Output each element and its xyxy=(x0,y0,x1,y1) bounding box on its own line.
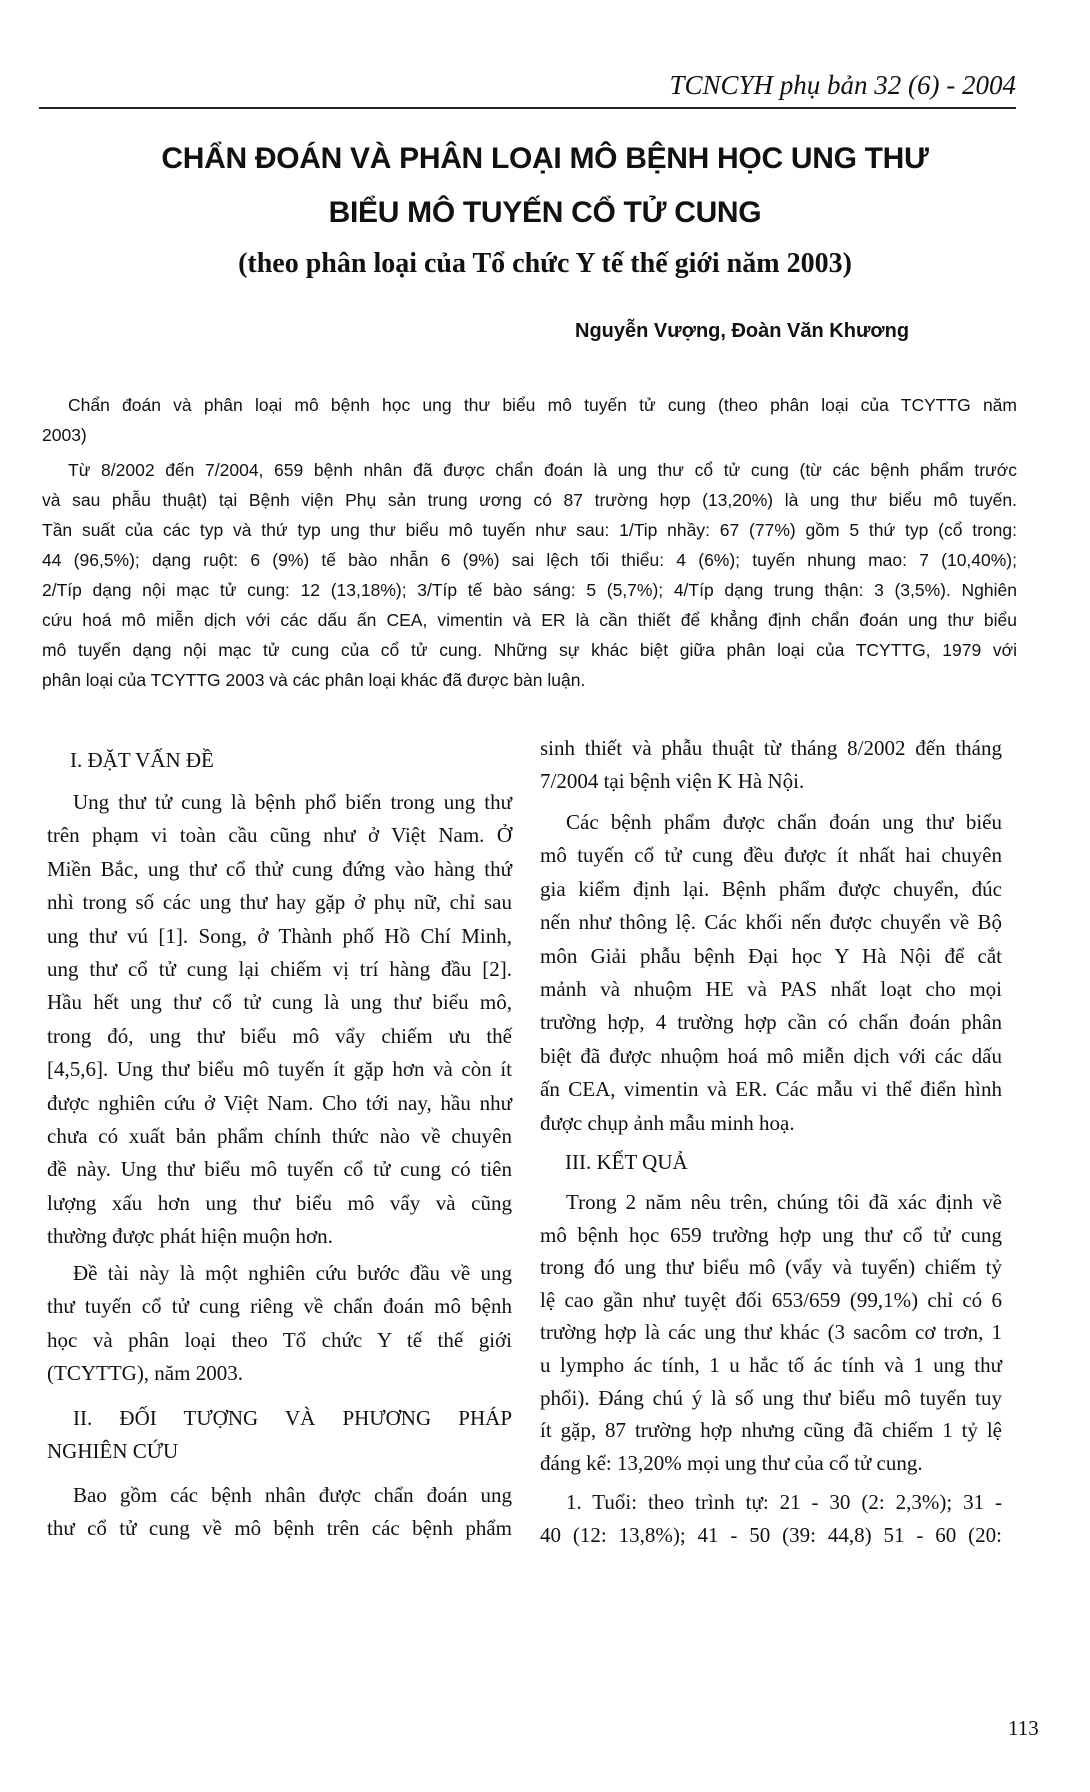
section-heading-2 xyxy=(47,1402,512,1469)
text-line: ung thư cổ tử cung lại chiếm vị trí hàng đầu [2]. xyxy=(47,957,512,982)
text-line: ấn CEA, vimentin và ER. Các mẫu vi thể điển hình xyxy=(540,1077,1002,1102)
title-line-1: CHẨN ĐOÁN VÀ PHÂN LOẠI MÔ BỆNH HỌC UNG THƯ xyxy=(161,142,929,175)
text-line: (TCYTTG), năm 2003. xyxy=(47,1361,243,1386)
text-line: được chụp ảnh mẫu minh hoạ. xyxy=(540,1110,795,1135)
text-line: nến như thông lệ. Các khối nến được chuyển về Bộ xyxy=(540,910,1002,935)
text-line: Miền Bắc, ung thư cổ thử cung đứng vào hàng thứ xyxy=(47,856,512,881)
title-line-2: BIỂU MÔ TUYẾN CỔ TỬ CUNG xyxy=(328,196,762,229)
text-line: thư cổ tử cung về mô bệnh trên các bệnh phẩm xyxy=(47,1516,512,1541)
text-line: mô bệnh học 659 trường hợp ung thư cổ tử cung xyxy=(540,1222,1002,1247)
text-line: sinh thiết và phẫu thuật từ tháng 8/2002 đến tháng xyxy=(540,736,1002,760)
text-line: Bao gồm các bệnh nhân được chẩn đoán ung xyxy=(73,1483,512,1507)
text-line: lượng xấu hơn ung thư biểu mô vẩy và cũng xyxy=(47,1190,512,1215)
text-line: trên phạm vi toàn cầu cũng như ở Việt Nam. Ở xyxy=(47,823,512,848)
text-line: Các bệnh phẩm được chẩn đoán ung thư biểu xyxy=(566,810,1002,834)
text-line: trong đó ung thư biểu mô (vẩy và tuyến) chiếm tỷ xyxy=(540,1255,1002,1280)
abstract-paragraph-2 xyxy=(42,455,1017,695)
text-line: môn Giải phẫu bệnh Đại học Y Hà Nội để cắt xyxy=(540,943,1002,968)
text-line: 2003) xyxy=(42,425,87,445)
text-line: II. ĐỐI TƯỢNG VÀ PHƯƠNG PHÁP xyxy=(73,1406,512,1430)
text-line: thư tuyến cổ tử cung riêng về chẩn đoán mô bệnh xyxy=(47,1294,512,1319)
text-line: NGHIÊN CỨU xyxy=(47,1439,179,1464)
left-paragraph-1 xyxy=(47,786,512,1254)
text-line: 40 (12: 13,8%); 41 - 50 (39: 44,8) 51 - 60 (20: xyxy=(540,1523,1002,1548)
text-line: 1. Tuổi: theo trình tự: 21 - 30 (2: 2,3%); 31 - xyxy=(566,1490,1002,1514)
text-line: trường hợp, 4 trường hợp cần có chẩn đoán phân xyxy=(540,1010,1002,1035)
right-paragraph-2 xyxy=(540,806,1002,1140)
text-line: cứu hoá mô miễn dịch với các dấu ấn CEA, vimentin và ER là cần thiết để khẳng định chẩn đoán ung thư biểu xyxy=(42,610,1017,630)
text-line: ít gặp, 87 trường hợp nhưng cũng đã chiếm 1 tỷ lệ xyxy=(540,1418,1002,1443)
text-line: Ung thư tử cung là bệnh phổ biến trong ung thư xyxy=(73,790,512,814)
abstract-paragraph-1 xyxy=(42,390,1017,450)
text-line: trong đó, ung thư biểu mô vẩy chiếm ưu thế xyxy=(47,1023,512,1048)
text-line: lệ cao gần như tuyệt đối 653/659 (99,1%) chỉ có 6 xyxy=(540,1287,1002,1312)
text-line: Chẩn đoán và phân loại mô bệnh học ung thư biểu mô tuyến tử cung (theo phân loại của TCYTTG năm xyxy=(68,395,1017,415)
text-line: và sau phẫu thuật) tại Bệnh viện Phụ sản trung ương có 87 trường hợp (13,20%) là ung thư biểu mô tuyến. xyxy=(42,490,1017,510)
left-paragraph-3 xyxy=(47,1479,512,1546)
right-paragraph-1 xyxy=(540,732,1002,799)
text-line: đề này. Ung thư biểu mô tuyến cổ tử cung có tiên xyxy=(47,1157,512,1182)
text-line: học và phân loại theo Tổ chức Y tế thế giới xyxy=(47,1327,512,1352)
header-rule xyxy=(39,107,1016,109)
text-line: biệt đã được nhuộm hoá mô miễn dịch với các dấu xyxy=(540,1043,1002,1068)
section-heading-3: III. KẾT QUẢ xyxy=(565,1150,688,1174)
page-number: 113 xyxy=(1008,1716,1039,1740)
text-line: gia kiểm định lại. Bệnh phẩm được chuyển, đúc xyxy=(540,876,1002,901)
subtitle: (theo phân loại của Tổ chức Y tế thế giới năm 2003) xyxy=(238,248,852,279)
text-line: nhì trong số các ung thư hay gặp ở phụ nữ, chỉ sau xyxy=(47,890,512,915)
text-line: Trong 2 năm nêu trên, chúng tôi đã xác định về xyxy=(566,1190,1002,1214)
text-line: [4,5,6]. Ung thư biểu mô tuyến ít gặp hơn và còn ít xyxy=(47,1057,512,1082)
right-paragraph-3 xyxy=(540,1186,1002,1479)
text-line: u lympho ác tính, 1 u hắc tố ác tính và 1 ung thư xyxy=(540,1352,1002,1377)
text-line: 7/2004 tại bệnh viện K Hà Nội. xyxy=(540,769,805,794)
text-line: đáng kể: 13,20% mọi ung thư của cổ tử cung. xyxy=(540,1450,923,1475)
text-line: Hầu hết ung thư cổ tử cung là ung thư biểu mô, xyxy=(47,990,512,1015)
right-paragraph-4 xyxy=(540,1486,1002,1553)
text-line: 2/Típ dạng nội mạc tử cung: 12 (13,18%); 3/Típ tế bào sáng: 5 (5,7%); 4/Típ dạng trung thận: 3 (3,5%). Nghiên xyxy=(42,580,1017,600)
journal-header: TCNCYH phụ bản 32 (6) - 2004 xyxy=(669,70,1016,100)
text-line: thường được phát hiện muộn hơn. xyxy=(47,1224,333,1249)
text-line: trường hợp là các ung thư khác (3 sacôm cơ trơn, 1 xyxy=(540,1320,1002,1345)
text-line: Đề tài này là một nghiên cứu bước đầu về ung xyxy=(73,1261,512,1285)
text-line: mô tuyến cổ tử cung đều được ít nhất hai chuyên xyxy=(540,843,1002,868)
text-line: Tần suất của các typ và thứ typ ung thư biểu mô tuyến như sau: 1/Tip nhầy: 67 (77%) gồm 5 thứ typ (cổ trong: xyxy=(42,520,1017,540)
text-line: phân loại của TCYTTG 2003 và các phân loại khác đã được bàn luận. xyxy=(42,670,586,690)
left-paragraph-2 xyxy=(47,1257,512,1391)
text-line: mảnh và nhuộm HE và PAS nhất loạt cho mọi xyxy=(540,977,1002,1002)
text-line: ung thư vú [1]. Song, ở Thành phố Hồ Chí Minh, xyxy=(47,923,512,948)
text-line: mô tuyến dạng nội mạc tử cung của cổ tử cung. Những sự khác biệt giữa phân loại của TCYTTG, 1979 với xyxy=(42,640,1017,660)
authors: Nguyễn Vượng, Đoàn Văn Khương xyxy=(575,320,910,342)
text-line: chưa có xuất bản phẩm chính thức nào về chuyên xyxy=(47,1124,512,1149)
text-line: được nghiên cứu ở Việt Nam. Cho tới nay, hầu như xyxy=(47,1090,512,1115)
section-heading-1: I. ĐẶT VẤN ĐỀ xyxy=(70,748,214,772)
text-line: Từ 8/2002 đến 7/2004, 659 bệnh nhân đã được chẩn đoán là ung thư cổ tử cung (từ các bệnh phẩm trước xyxy=(68,460,1017,480)
text-line: phổi). Đáng chú ý là số ung thư biểu mô tuyến tuy xyxy=(540,1385,1002,1410)
text-line: 44 (96,5%); dạng ruột: 6 (9%) tế bào nhẫn 6 (9%) sai lệch tối thiểu: 4 (6%); tuyến nhung mao: 7 (10,40%); xyxy=(42,550,1017,570)
